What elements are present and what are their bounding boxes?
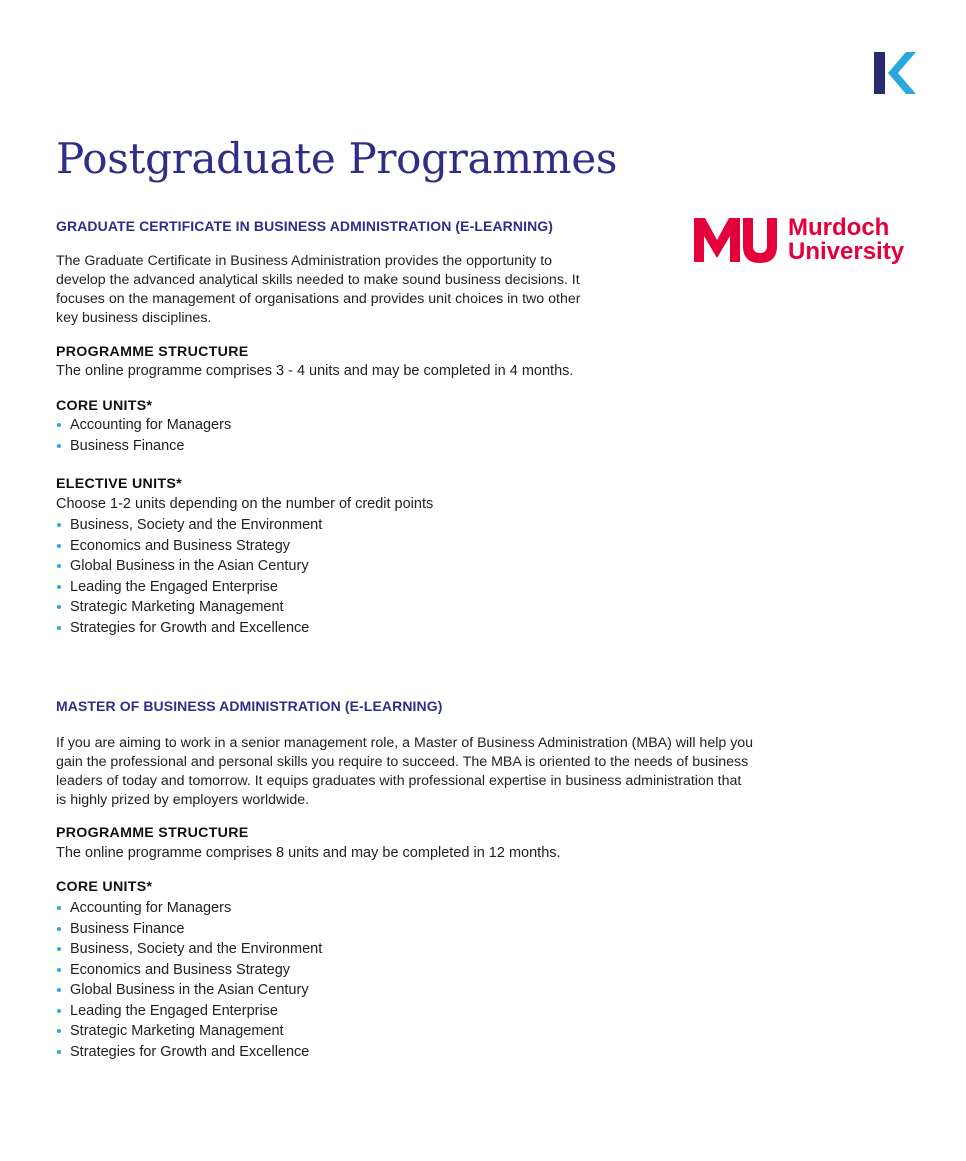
- bullet-icon: [57, 605, 61, 609]
- cert-description-line: The Graduate Certificate in Business Administration provides the opportunity to: [56, 253, 553, 269]
- page-title: Postgraduate Programmes: [56, 134, 618, 183]
- bullet-icon: [57, 968, 61, 972]
- unit-label: Leading the Engaged Enterprise: [70, 578, 278, 595]
- mba-structure-text: The online programme comprises 8 units and may be completed in 12 months.: [56, 845, 561, 861]
- unit-label: Business Finance: [70, 437, 185, 454]
- bullet-icon: [57, 947, 61, 951]
- unit-label: Strategic Marketing Management: [70, 599, 284, 615]
- list-item: [56, 1042, 322, 1063]
- unit-label: Leading the Engaged Enterprise: [70, 1002, 278, 1019]
- unit-label: Global Business in the Asian Century: [70, 982, 309, 998]
- list-item: [56, 556, 322, 577]
- unit-label: Global Business in the Asian Century: [70, 558, 309, 574]
- unit-label: Business, Society and the Environment: [70, 941, 323, 957]
- mba-description-line: If you are aiming to work in a senior management role, a Master of Business Administration (MBA) will help you: [56, 735, 754, 751]
- unit-label: Strategies for Growth and Excellence: [70, 619, 310, 636]
- cert-description-line: develop the advanced analytical skills needed to make sound business decisions. It: [56, 272, 580, 288]
- cert-core-list: [56, 415, 231, 456]
- cert-description-line: key business disciplines.: [56, 310, 212, 326]
- cert-elective-list: [56, 515, 322, 638]
- bullet-icon: [57, 564, 61, 568]
- bullet-icon: [57, 1029, 61, 1033]
- mu-logo-icon: [694, 218, 780, 264]
- list-item: [56, 1001, 322, 1022]
- mba-core-heading: CORE UNITS*: [56, 879, 153, 895]
- bullet-icon: [57, 988, 61, 992]
- mba-description-line: gain the professional and personal skills you require to succeed. The MBA is oriented to the needs of business: [56, 754, 749, 770]
- bullet-icon: [57, 927, 61, 931]
- unit-label: Accounting for Managers: [70, 417, 232, 433]
- cert-elective-heading: ELECTIVE UNITS*: [56, 476, 182, 492]
- cert-elective-intro: Choose 1-2 units depending on the number of credit points: [56, 496, 434, 512]
- unit-label: Economics and Business Strategy: [70, 537, 291, 554]
- list-item: [56, 1021, 322, 1042]
- cert-heading: GRADUATE CERTIFICATE IN BUSINESS ADMINISTRATION (E-LEARNING): [56, 218, 554, 234]
- cert-core-heading: CORE UNITS*: [56, 398, 153, 414]
- list-item: [56, 415, 231, 436]
- list-item: [56, 980, 322, 1001]
- list-item: [56, 960, 322, 981]
- bullet-icon: [57, 523, 61, 527]
- unit-label: Economics and Business Strategy: [70, 961, 291, 978]
- mba-core-list: [56, 898, 322, 1062]
- list-item: [56, 597, 322, 618]
- list-item: [56, 618, 322, 639]
- unit-label: Business, Society and the Environment: [70, 517, 323, 533]
- cert-structure-text: The online programme comprises 3 - 4 units and may be completed in 4 months.: [56, 363, 574, 379]
- mba-description-line: leaders of today and tomorrow. It equips graduates with professional expertise in business administration that: [56, 773, 742, 789]
- unit-label: Accounting for Managers: [70, 900, 232, 916]
- list-item: [56, 436, 231, 457]
- bullet-icon: [57, 544, 61, 548]
- unit-label: Business Finance: [70, 920, 185, 937]
- list-item: [56, 939, 322, 960]
- bullet-icon: [57, 585, 61, 589]
- bullet-icon: [57, 626, 61, 630]
- unit-label: Strategies for Growth and Excellence: [70, 1043, 310, 1060]
- unit-label: Strategic Marketing Management: [70, 1023, 284, 1039]
- bullet-icon: [57, 1009, 61, 1013]
- murdoch-wordmark: [788, 216, 904, 264]
- mba-structure-heading: PROGRAMME STRUCTURE: [56, 825, 249, 841]
- list-item: [56, 898, 322, 919]
- k-logo-icon: [868, 50, 918, 96]
- list-item: [56, 577, 322, 598]
- cert-description: [56, 252, 676, 328]
- list-item: [56, 919, 322, 940]
- list-item: [56, 536, 322, 557]
- bullet-icon: [57, 444, 61, 448]
- mba-description-line: is highly prized by employers worldwide.: [56, 792, 310, 808]
- mba-description: [56, 734, 916, 810]
- mba-heading: MASTER OF BUSINESS ADMINISTRATION (E-LEARNING): [56, 698, 443, 714]
- bullet-icon: [57, 1050, 61, 1054]
- bullet-icon: [57, 423, 61, 427]
- murdoch-university-logo: [694, 214, 924, 270]
- cert-description-line: focuses on the management of organisations and provides unit choices in two other: [56, 291, 581, 307]
- bullet-icon: [57, 906, 61, 910]
- list-item: [56, 515, 322, 536]
- cert-structure-heading: PROGRAMME STRUCTURE: [56, 344, 249, 360]
- murdoch-line1: Murdoch: [788, 214, 890, 241]
- murdoch-line2: University: [788, 238, 905, 265]
